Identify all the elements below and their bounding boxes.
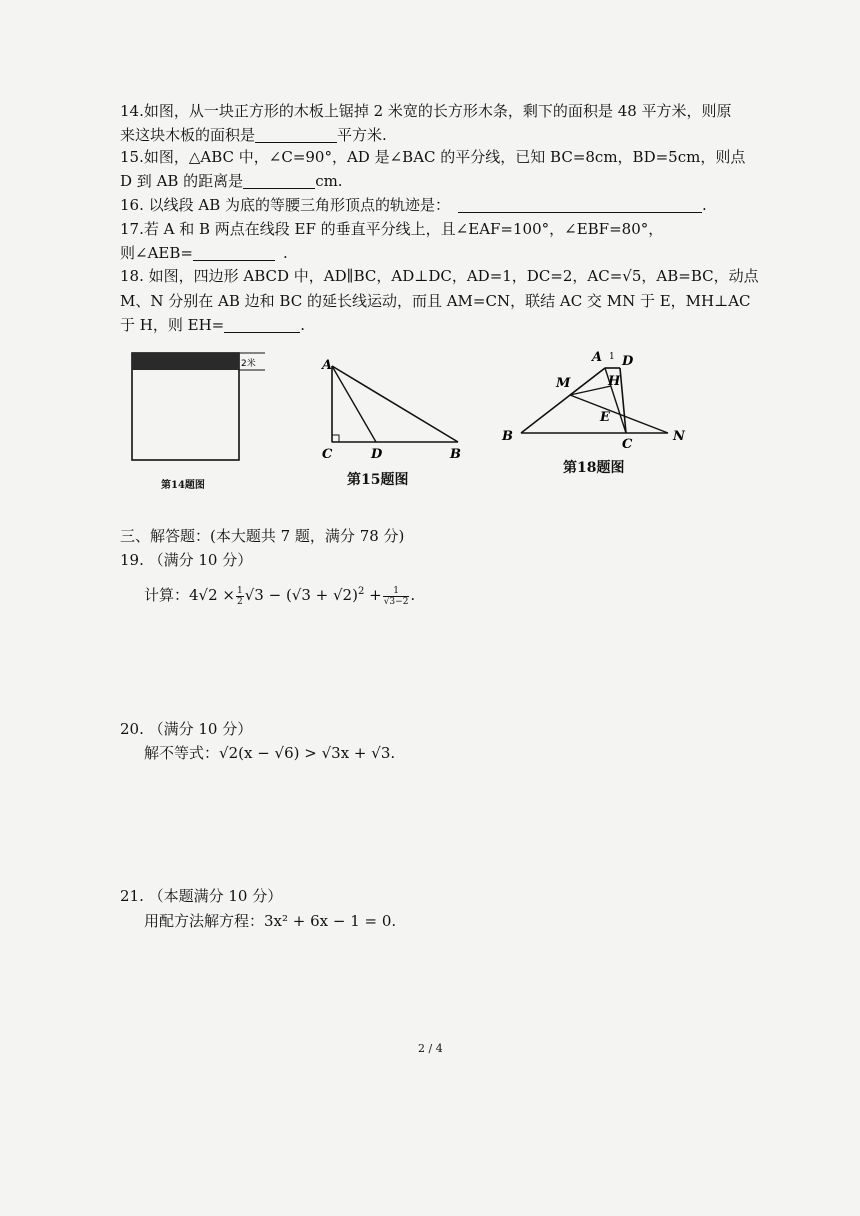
q15-line2-after: cm.	[315, 172, 343, 190]
q21-heading: 21. （本题满分 10 分）	[120, 887, 283, 905]
q19-prefix: 计算：	[144, 586, 190, 604]
label-A: A	[322, 358, 333, 373]
q17-line2-before: 则∠AEB=	[120, 244, 193, 262]
q19-end: .	[410, 586, 416, 604]
right-angle-mark	[332, 435, 339, 442]
q20-problem	[144, 743, 395, 763]
q16-end: .	[702, 196, 707, 214]
q18-line3-after: .	[300, 316, 305, 334]
strip-width-label: 2米	[241, 359, 256, 369]
q21-prefix: 用配方法解方程：	[144, 912, 265, 930]
q19-expr-a: 4√2 ×	[189, 586, 235, 604]
label-B: B	[502, 429, 513, 444]
q18-line3-before: 于 H，则 EH=	[120, 316, 225, 334]
q20-expression: √2(x − √6) > √3x + √3.	[219, 744, 396, 762]
q19-plus: +	[369, 586, 382, 604]
q19-half: $\frac{1}{2}$	[237, 585, 243, 607]
q14-line1: 14.如图，从一块正方形的木板上锯掉 2 米宽的长方形木条，剩下的面积是 48 平方米，则原	[120, 102, 732, 120]
q18-line3	[120, 315, 305, 335]
q21-problem	[144, 911, 396, 931]
q19-heading: 19. （满分 10 分）	[120, 551, 253, 569]
q18-line2: M、N 分别在 AB 边和 BC 的延长线运动，而且 AM=CN，联结 AC 交 MN 于 E，MH⊥AC	[120, 292, 751, 310]
label-C: C	[322, 447, 333, 462]
removed-strip	[132, 353, 239, 370]
q14-line2	[120, 125, 387, 145]
label-N: N	[673, 429, 685, 444]
page-number: 2 / 4	[418, 1042, 443, 1055]
q17-answer-blank[interactable]	[193, 244, 275, 261]
label-D: D	[622, 354, 634, 369]
q21-expression: 3x² + 6x − 1 = 0.	[264, 912, 397, 930]
q15-line1: 15.如图，△ABC 中，∠C=90°，AD 是∠BAC 的平分线，已知 BC=8cm，BD=5cm，则点	[120, 148, 746, 166]
q16-answer-blank[interactable]	[458, 196, 702, 213]
q16-text: 16. 以线段 AB 为底的等腰三角形顶点的轨迹是：	[120, 196, 451, 214]
q19-square: 2	[357, 586, 365, 597]
label-C: C	[622, 437, 633, 452]
label-A: A	[592, 350, 603, 365]
figure-18	[498, 344, 693, 452]
q15-answer-blank[interactable]	[243, 172, 315, 189]
q15-line2	[120, 171, 343, 191]
q14-line2-before: 来这块木板的面积是	[120, 126, 256, 144]
label-D: D	[371, 447, 383, 462]
q14-line2-after: 平方米.	[337, 126, 387, 144]
label-M: M	[556, 376, 571, 391]
figure-14	[125, 350, 275, 472]
section-3-heading: 三、解答题：(本大题共 7 题，满分 78 分)	[120, 527, 405, 545]
label-H: H	[608, 374, 621, 389]
q19-problem	[144, 582, 415, 607]
q16-line	[120, 195, 707, 215]
label-one: 1	[609, 352, 615, 362]
q17-line2-after: .	[282, 244, 288, 262]
q19-fraction: $\frac{1}{√3-2}$	[383, 585, 409, 607]
figure-15-caption: 第15题图	[347, 472, 409, 488]
q19-expr-b: √3 − (√3 + √2)	[244, 586, 358, 604]
figure-15	[318, 352, 468, 464]
q17-line1: 17.若 A 和 B 两点在线段 EF 的垂直平分线上，且∠EAF=100°，∠EBF=80°，	[120, 220, 664, 238]
q20-prefix: 解不等式：	[144, 744, 220, 762]
q15-line2-before: D 到 AB 的距离是	[120, 172, 244, 190]
q18-answer-blank[interactable]	[224, 316, 300, 333]
q14-answer-blank[interactable]	[255, 126, 337, 143]
q18-line1: 18. 如图，四边形 ABCD 中，AD∥BC，AD⊥DC，AD=1，DC=2，AC=√5，AB=BC，动点	[120, 267, 759, 285]
q17-line2	[120, 243, 288, 263]
label-E: E	[600, 410, 610, 425]
figure-14-caption: 第14题图	[161, 480, 205, 491]
q20-heading: 20. （满分 10 分）	[120, 720, 253, 738]
label-B: B	[450, 447, 461, 462]
figure-18-caption: 第18题图	[563, 460, 625, 476]
